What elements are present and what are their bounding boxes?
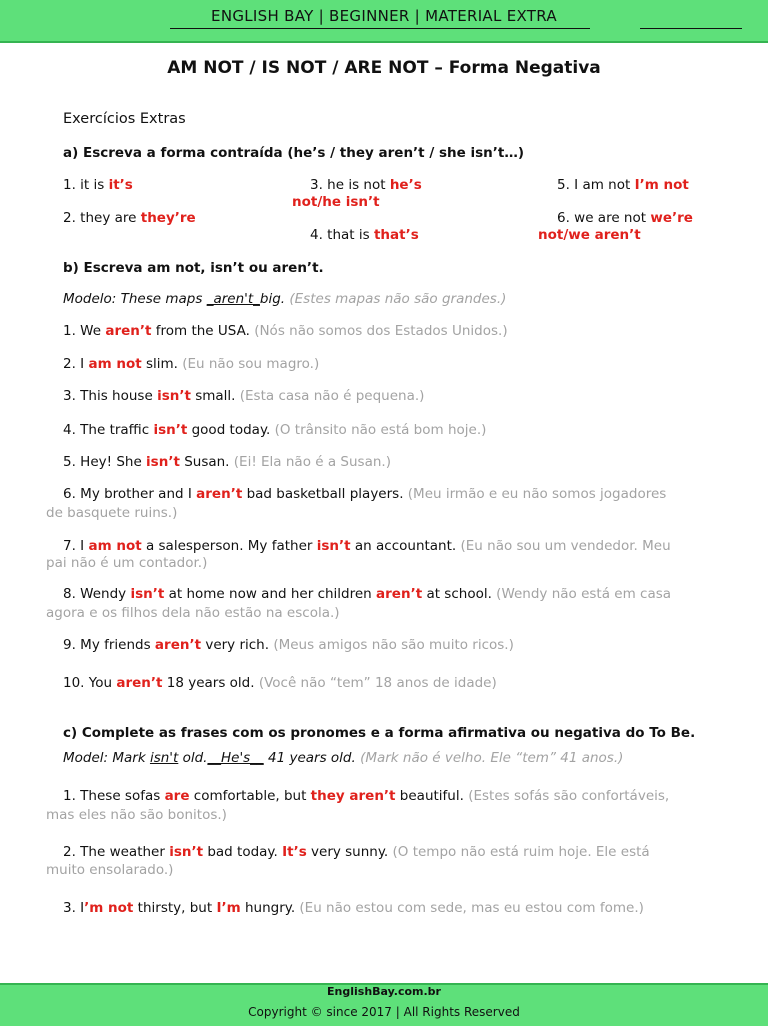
exercise-b-item-1: 1. We aren’t from the USA. (Nós não somos dos Estados Unidos.) <box>63 323 508 339</box>
exercise-b-item-2: 2. I am not slim. (Eu não sou magro.) <box>63 356 320 372</box>
exercise-b-item-6-translation-cont: de basquete ruins.) <box>46 505 178 521</box>
exercise-b-model: Modelo: These maps _aren't_big. (Estes mapas não são grandes.) <box>63 291 507 307</box>
page-footer <box>0 983 768 1026</box>
exercise-c-item-3: 3. I’m not thirsty, but I’m hungry. (Eu não estou com sede, mas eu estou com fome.) <box>63 900 644 916</box>
exercise-c-item-1-translation-cont: mas eles não são bonitos.) <box>46 807 227 823</box>
exercise-b-item-7: 7. I am not a salesperson. My father isn’t an accountant. (Eu não sou um vendedor. Meu <box>63 538 671 554</box>
header-underline <box>170 28 590 29</box>
exercise-a-item-5: 5. I am not I’m not <box>557 177 689 193</box>
exercise-c-model: Model: Mark isn't old.__He's__ 41 years old. (Mark não é velho. Ele “tem” 41 anos.) <box>63 750 624 766</box>
section-b-heading: b) Escreva am not, isn’t ou aren’t. <box>63 260 324 276</box>
exercise-a-item-2: 2. they are they’re <box>63 210 196 226</box>
page-header <box>0 0 768 43</box>
exercise-b-item-10: 10. You aren’t 18 years old. (Você não “tem” 18 anos de idade) <box>63 675 497 691</box>
footer-site: EnglishBay.com.br <box>327 985 441 998</box>
section-a-heading: a) Escreva a forma contraída (he’s / they aren’t / she isn’t…) <box>63 145 524 161</box>
exercise-b-item-9: 9. My friends aren’t very rich. (Meus amigos não são muito ricos.) <box>63 637 514 653</box>
footer-copyright: Copyright © since 2017 | All Rights Reserved <box>248 1005 520 1019</box>
section-c-heading: c) Complete as frases com os pronomes e a forma afirmativa ou negativa do To Be. <box>63 725 696 741</box>
exercise-a-item-6-continued: not/we aren’t <box>538 227 641 243</box>
exercise-a-item-3: 3. he is not he’s <box>310 177 422 193</box>
exercise-c-item-2: 2. The weather isn’t bad today. It’s very sunny. (O tempo não está ruim hoje. Ele está <box>63 844 650 860</box>
exercise-b-item-3: 3. This house isn’t small. (Esta casa não é pequena.) <box>63 388 425 404</box>
exercise-b-item-5: 5. Hey! She isn’t Susan. (Ei! Ela não é a Susan.) <box>63 454 391 470</box>
section-heading: Exercícios Extras <box>63 111 186 127</box>
header-underline-right <box>640 28 742 29</box>
header-title: ENGLISH BAY | BEGINNER | MATERIAL EXTRA <box>211 7 557 25</box>
exercise-b-item-7-translation-cont: pai não é um contador.) <box>46 555 208 571</box>
exercise-b-item-4: 4. The traffic isn’t good today. (O trânsito não está bom hoje.) <box>63 422 487 438</box>
exercise-a-item-3-continued: not/he isn’t <box>292 194 380 210</box>
exercise-b-item-8-translation-cont: agora e os filhos dela não estão na escola.) <box>46 605 340 621</box>
exercise-a-item-6: 6. we are not we’re <box>557 210 693 226</box>
exercise-b-item-8: 8. Wendy isn’t at home now and her children aren’t at school. (Wendy não está em casa <box>63 586 672 602</box>
exercise-c-item-1: 1. These sofas are comfortable, but they aren’t beautiful. (Estes sofás são confortáveis, <box>63 788 670 804</box>
exercise-c-item-2-translation-cont: muito ensolarado.) <box>46 862 174 878</box>
exercise-a-item-4: 4. that is that’s <box>310 227 419 243</box>
page-title: AM NOT / IS NOT / ARE NOT – Forma Negativa <box>167 58 601 78</box>
exercise-a-item-1: 1. it is it’s <box>63 177 133 193</box>
exercise-b-item-6: 6. My brother and I aren’t bad basketball players. (Meu irmão e eu não somos jogadores <box>63 486 667 502</box>
